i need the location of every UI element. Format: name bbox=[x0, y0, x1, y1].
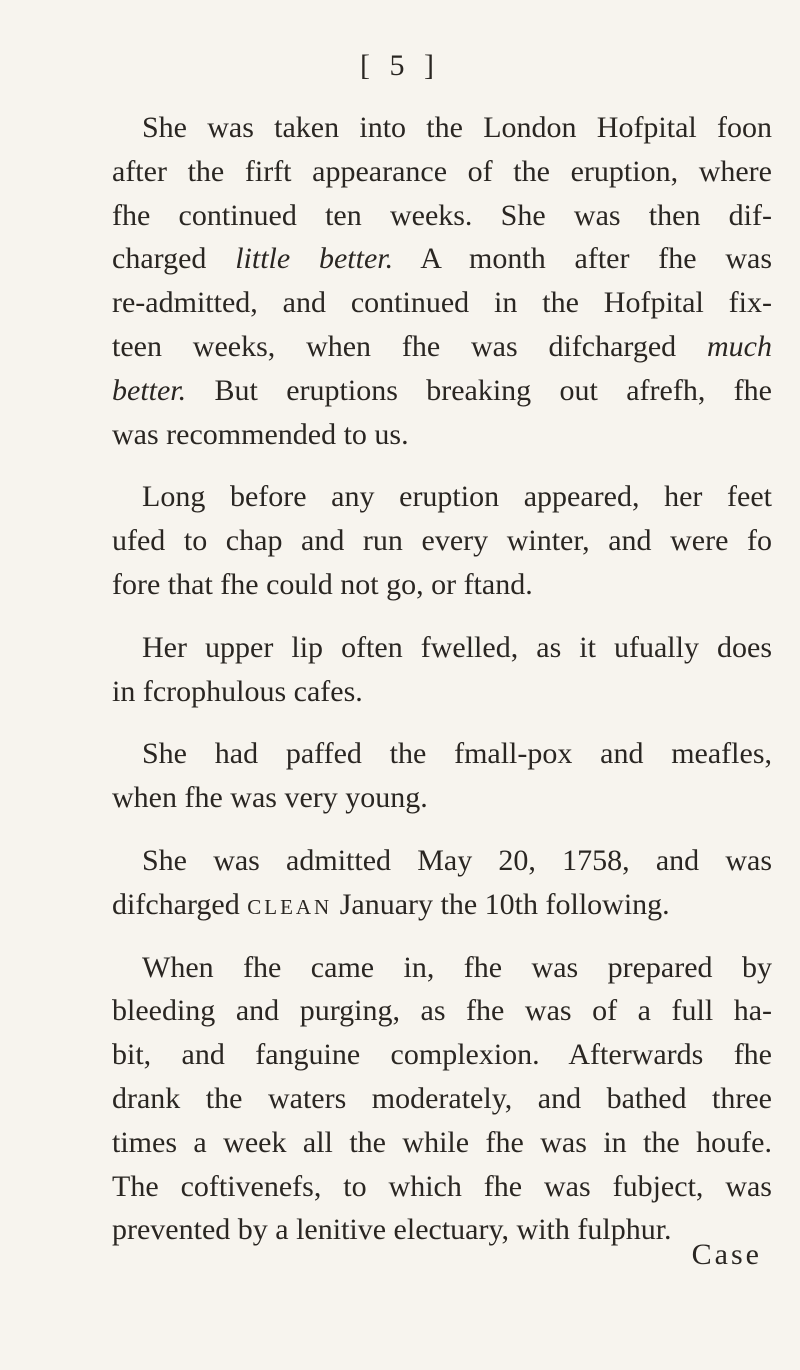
text-line bbox=[112, 1165, 772, 1209]
text-line bbox=[112, 150, 772, 194]
text-segment: When fhe came in, fhe was prepared by bbox=[142, 950, 772, 984]
text-line bbox=[112, 839, 772, 883]
text-line bbox=[112, 563, 772, 607]
text-segment: She was admitted May 20, 1758, and was bbox=[142, 843, 772, 877]
paragraph bbox=[112, 946, 772, 1253]
text-segment: January the 10th following. bbox=[332, 887, 670, 921]
text-segment: difcharged bbox=[112, 887, 248, 921]
text-line bbox=[112, 281, 772, 325]
text-line bbox=[112, 1077, 772, 1121]
text-line bbox=[112, 883, 772, 927]
text-line bbox=[112, 989, 772, 1033]
text-segment: in fcrophulous cafes. bbox=[112, 674, 363, 708]
paragraph bbox=[112, 626, 772, 714]
text-segment: The coftivenefs, to which fhe was fubject, was bbox=[112, 1169, 772, 1203]
text-segment: when fhe was very young. bbox=[112, 781, 428, 815]
text-segment: But eruptions breaking out afrefh, fhe bbox=[186, 373, 772, 407]
text-line bbox=[112, 732, 772, 776]
paragraph bbox=[112, 475, 772, 606]
text-line bbox=[112, 946, 772, 990]
text-line bbox=[112, 626, 772, 670]
text-line bbox=[112, 1121, 772, 1165]
text-segment: She had paffed the fmall-pox and meafles, bbox=[142, 737, 772, 771]
text-segment: much bbox=[707, 329, 772, 363]
text-line bbox=[112, 1208, 772, 1252]
paragraph bbox=[112, 732, 772, 820]
text-segment: fore that fhe could not go, or ftand. bbox=[112, 567, 533, 601]
page-number: [ 5 ] bbox=[360, 49, 440, 82]
text-line bbox=[112, 369, 772, 413]
text-segment: times a week all the while fhe was in the houfe. bbox=[112, 1125, 772, 1159]
text-segment: fhe continued ten weeks. She was then dif- bbox=[112, 198, 772, 232]
text-segment: clean bbox=[247, 887, 333, 921]
text-line bbox=[112, 670, 772, 714]
text-segment: better. bbox=[112, 373, 187, 407]
text-segment: after the firft appearance of the eruption, where bbox=[112, 154, 772, 188]
text-segment: bit, and fanguine complexion. Afterwards fhe bbox=[112, 1038, 772, 1072]
text-line bbox=[112, 776, 772, 820]
text-line bbox=[112, 325, 772, 369]
text-segment: She was taken into the London Hofpital foon bbox=[142, 111, 772, 144]
body-text bbox=[112, 106, 772, 1252]
catchword: Case bbox=[691, 1238, 762, 1271]
text-segment: little better. bbox=[235, 242, 394, 276]
text-segment: charged bbox=[112, 242, 236, 276]
text-line bbox=[112, 194, 772, 238]
text-segment: was recommended to us. bbox=[112, 417, 409, 451]
text-line bbox=[112, 519, 772, 563]
text-segment: drank the waters moderately, and bathed three bbox=[112, 1081, 772, 1115]
text-line bbox=[112, 475, 772, 519]
text-line bbox=[112, 1033, 772, 1077]
text-segment: A month after fhe was bbox=[393, 242, 772, 276]
text-segment: Long before any eruption appeared, her feet bbox=[142, 480, 772, 514]
text-segment: bleeding and purging, as fhe was of a full ha- bbox=[112, 994, 772, 1028]
text-segment: ufed to chap and run every winter, and were fo bbox=[112, 524, 772, 558]
text-segment: prevented by a lenitive electuary, with fulphur. bbox=[112, 1213, 672, 1247]
text-segment: teen weeks, when fhe was difcharged bbox=[112, 329, 708, 363]
text-line bbox=[112, 237, 772, 281]
text-line bbox=[112, 106, 772, 150]
text-segment: re-admitted, and continued in the Hofpital fix- bbox=[112, 286, 772, 320]
text-segment: Her upper lip often fwelled, as it ufually does bbox=[142, 630, 772, 664]
paragraph bbox=[112, 106, 772, 456]
text-line bbox=[112, 413, 772, 457]
paragraph bbox=[112, 839, 772, 927]
